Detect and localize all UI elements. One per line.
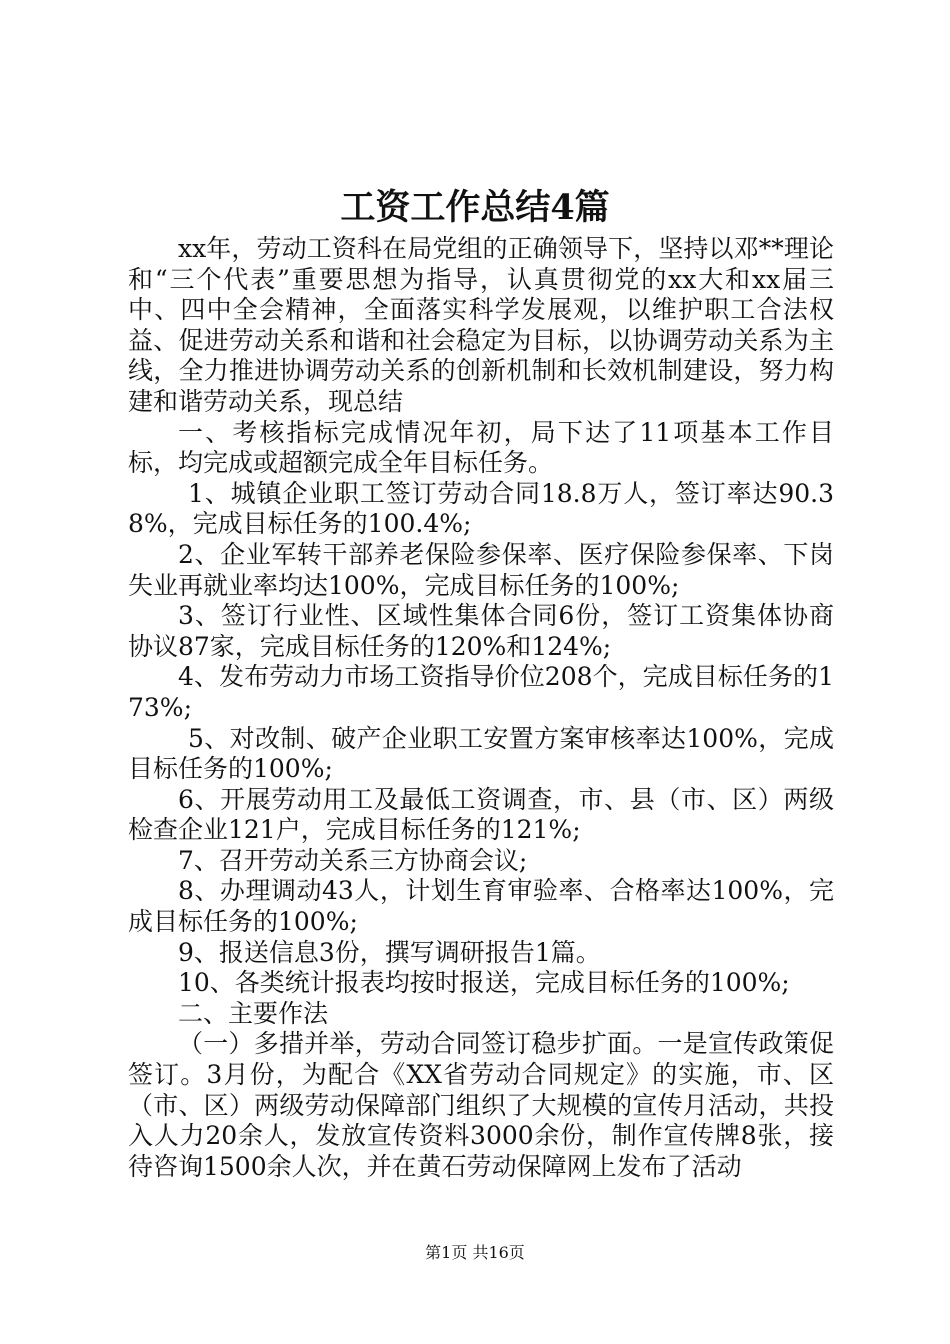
paragraph-item-5: 5、对改制、破产企业职工安置方案审核率达100%，完成目标任务的100%; [128, 723, 834, 784]
paragraph-item-1: 1、城镇企业职工签订劳动合同18.8万人，签订率达90.38%，完成目标任务的100.4%; [128, 478, 834, 539]
paragraph-intro: xx年，劳动工资科在局党组的正确领导下，坚持以邓**理论和“三个代表”重要思想为指导，认真贯彻党的xx大和xx届三中、四中全会精神，全面落实科学发展观，以维护职工合法权益、促进劳动关系和谐和社会稳定为目标，以协调劳动关系为主线，全力推进协调劳动关系的创新机制和长效机制建设，努力构建和谐劳动关系，现总结 [128, 234, 834, 416]
page-footer: 第1页 共16页 [425, 1243, 525, 1262]
paragraph-item-8: 8、办理调动43人，计划生育审验率、合格率达100%，完成目标任务的100%; [128, 876, 834, 937]
paragraph-item-2: 2、企业军转干部养老保险参保率、医疗保险参保率、下岗失业再就业率均达100%，完成目标任务的100%; [128, 539, 834, 600]
document-title: 工资工作总结4篇 [340, 187, 610, 228]
paragraph-section-1-heading: 一、考核指标完成情况年初，局下达了11项基本工作目标，均完成或超额完成全年目标任务。 [128, 417, 834, 478]
paragraph-item-10: 10、各类统计报表均按时报送，完成目标任务的100%; [178, 968, 790, 998]
paragraph-item-9: 9、报送信息3份，撰写调研报告1篇。 [178, 937, 601, 967]
paragraph-item-6: 6、开展劳动用工及最低工资调查，市、县（市、区）两级检查企业121户，完成目标任务的121%; [128, 784, 834, 845]
paragraph-item-3: 3、签订行业性、区域性集体合同6份，签订工资集体协商协议87家，完成目标任务的120%和124%; [128, 601, 834, 661]
paragraph-section-2-heading: 二、主要作法 [178, 998, 329, 1028]
document-body [128, 234, 834, 1182]
paragraph-item-4: 4、发布劳动力市场工资指导价位208个，完成目标任务的173%; [128, 662, 834, 722]
paragraph-section-2-part-1: （一）多措并举，劳动合同签订稳步扩面。一是宣传政策促签订。3月份，为配合《XX省劳动合同规定》的实施，市、区（市、区）两级劳动保障部门组织了大规模的宣传月活动，共投入人力20余人，发放宣传资料3000余份，制作宣传牌8张，接待咨询1500余人次，并在黄石劳动保障网上发布了活动 [128, 1029, 834, 1181]
paragraph-item-7: 7、召开劳动关系三方协商会议; [178, 845, 528, 875]
